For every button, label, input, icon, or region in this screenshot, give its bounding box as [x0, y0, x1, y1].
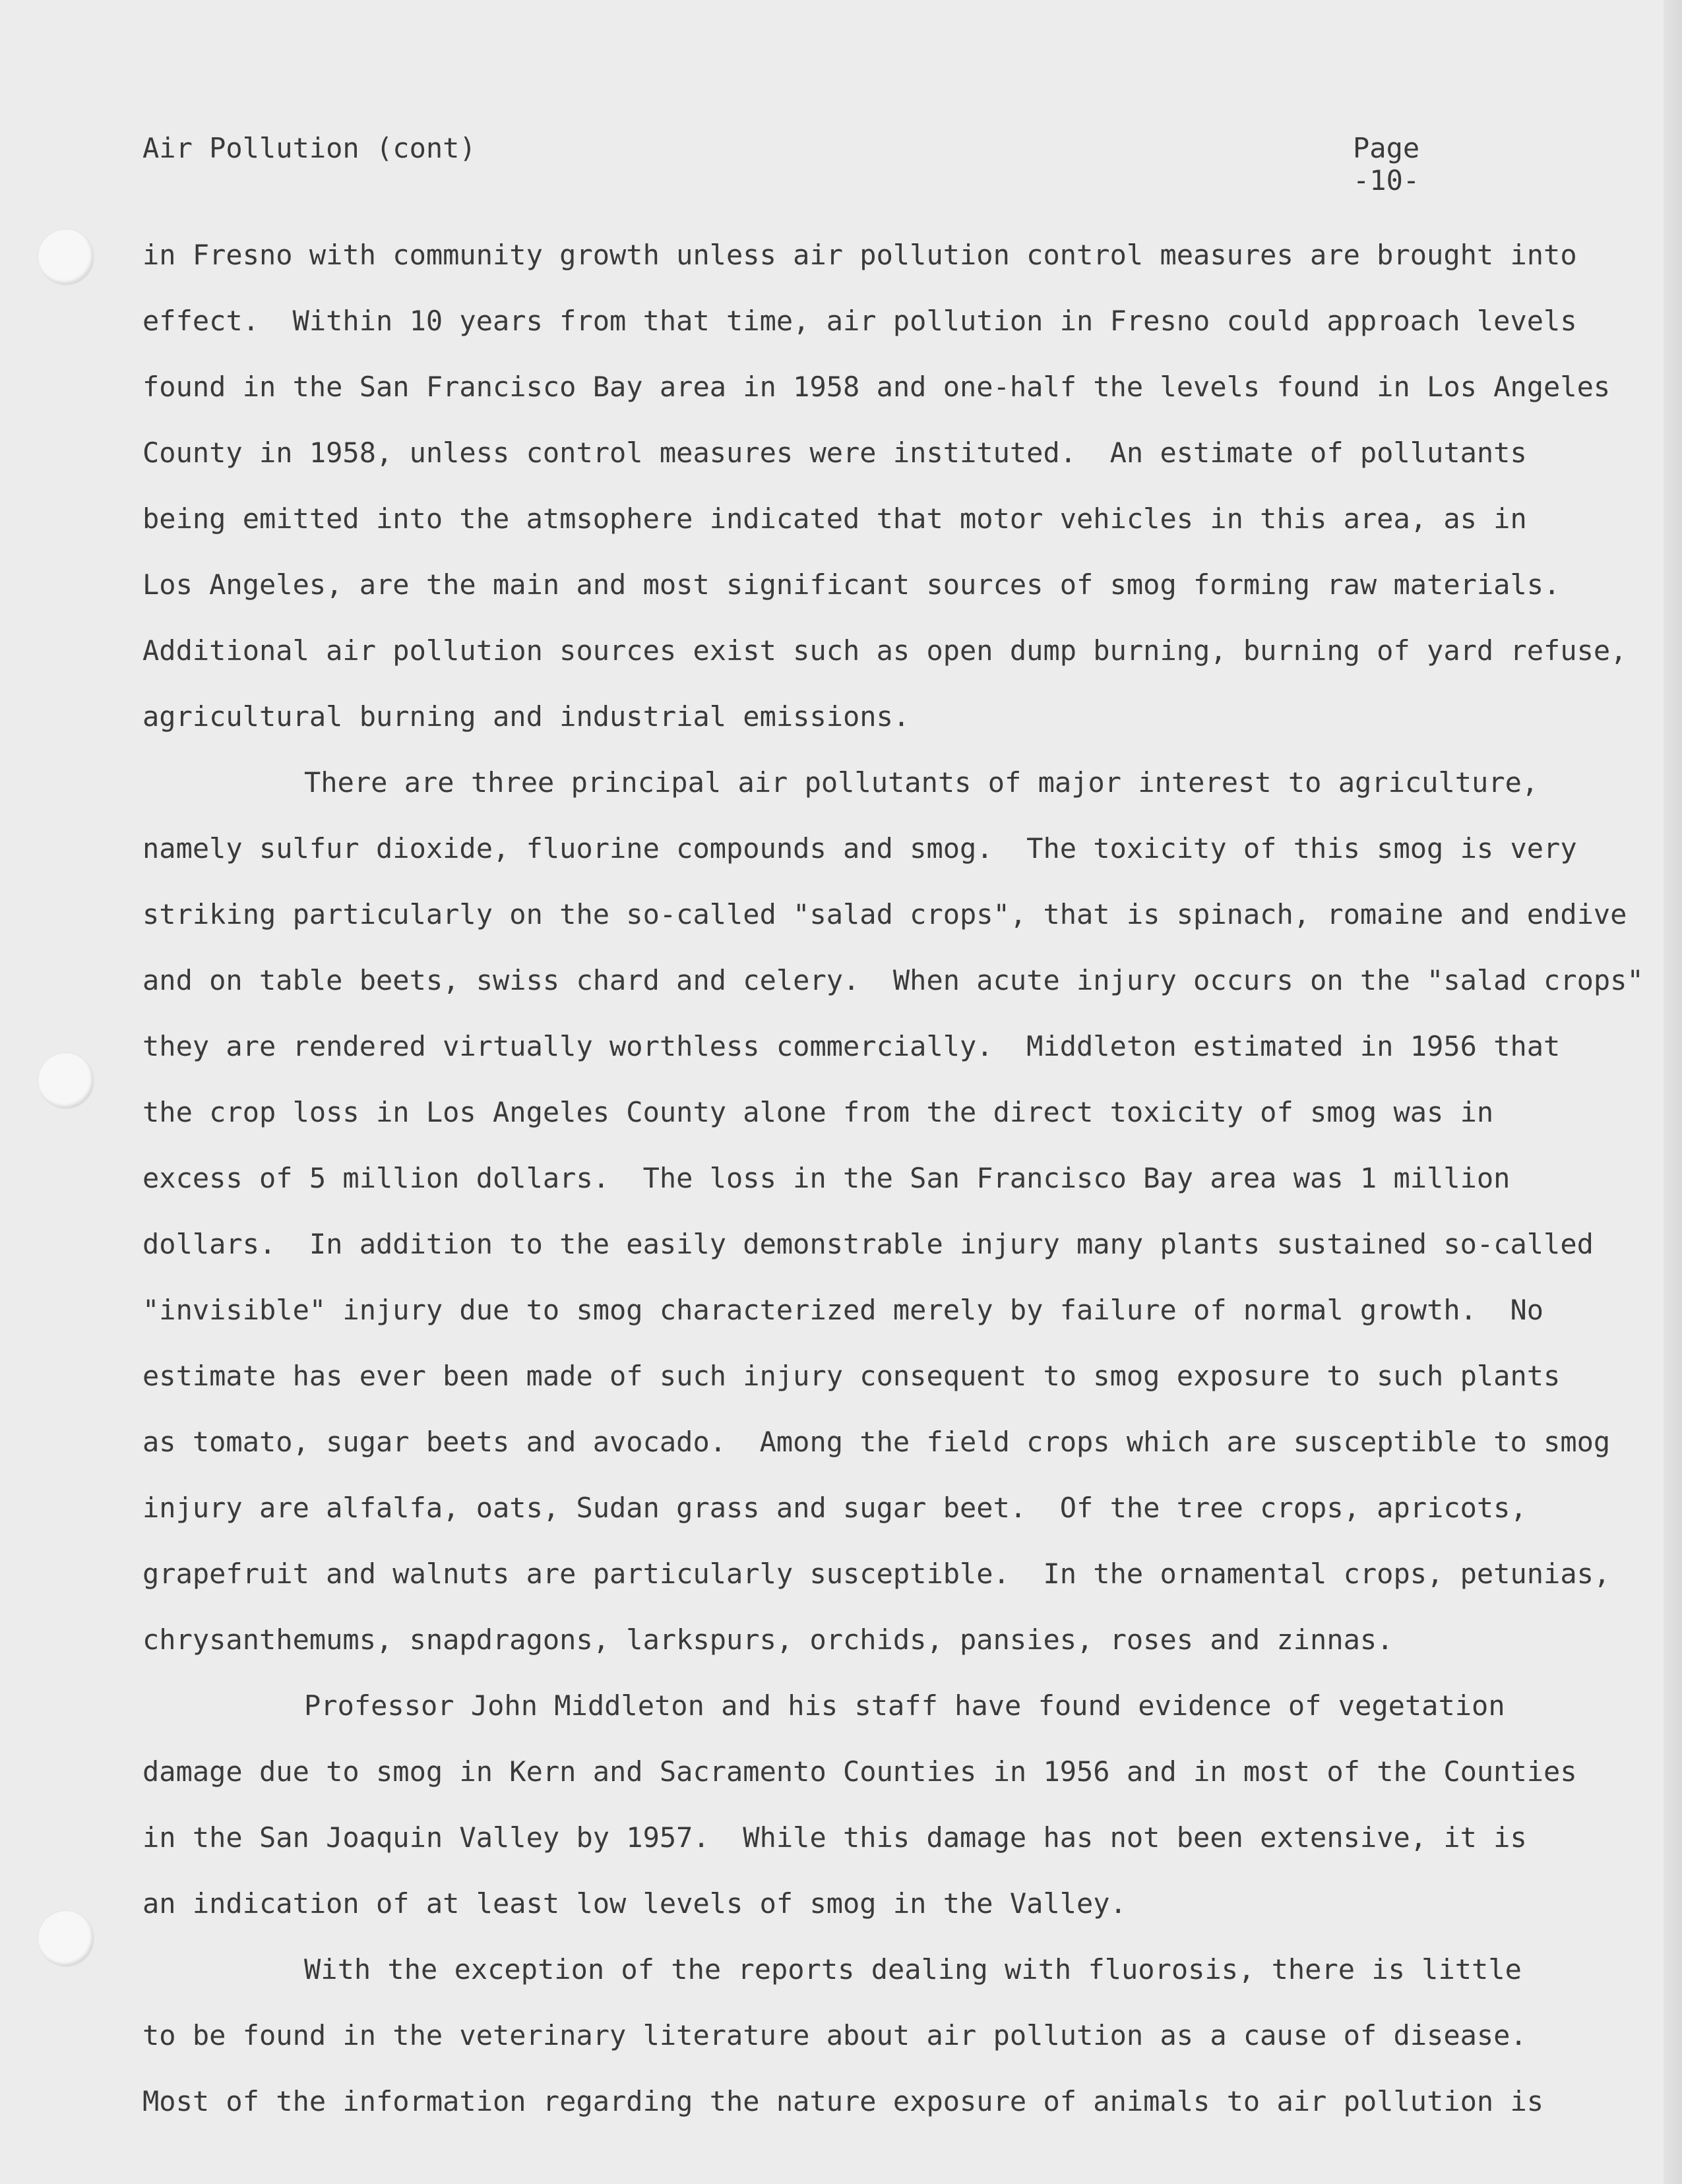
- punch-hole: [38, 1911, 94, 1966]
- punch-hole: [38, 229, 94, 285]
- paragraph: [142, 763, 1644, 1686]
- text-line: Professor John Middleton and his staff have found evidence of vegetation: [304, 1689, 1505, 1722]
- text-line: effect. Within 10 years from that time, air pollution in Fresno could approach levels: [142, 305, 1577, 337]
- paragraph: [142, 235, 1633, 763]
- text-line: Most of the information regarding the nature exposure of animals to air pollution is: [142, 2085, 1544, 2117]
- text-line: they are rendered virtually worthless commercially. Middleton estimated in 1956 that: [142, 1030, 1561, 1062]
- text-line: Los Angeles, are the main and most significant sources of smog forming raw materials.: [142, 568, 1561, 601]
- text-line: With the exception of the reports dealing with fluorosis, there is little: [304, 1953, 1522, 1986]
- text-line: estimate has ever been made of such injury consequent to smog exposure to such plants: [142, 1360, 1561, 1392]
- body-text: [142, 235, 1644, 2148]
- punch-hole: [38, 1053, 94, 1108]
- text-line: in Fresno with community growth unless air pollution control measures are brought into: [142, 239, 1577, 271]
- text-line: as tomato, sugar beets and avocado. Among the field crops which are susceptible to smog: [142, 1426, 1611, 1458]
- text-line: and on table beets, swiss chard and celery. When acute injury occurs on the "salad crops": [142, 964, 1644, 996]
- text-line: the crop loss in Los Angeles County alone from the direct toxicity of smog was in: [142, 1096, 1494, 1128]
- text-line: namely sulfur dioxide, fluorine compounds and smog. The toxicity of this smog is very: [142, 832, 1577, 864]
- text-line: "invisible" injury due to smog characterized merely by failure of normal growth. No: [142, 1294, 1544, 1326]
- paragraph: [142, 1686, 1633, 1950]
- text-line: chrysanthemums, snapdragons, larkspurs, orchids, pansies, roses and zinnas.: [142, 1623, 1394, 1656]
- text-line: being emitted into the atmsophere indicated that motor vehicles in this area, as in: [142, 502, 1527, 535]
- page-header: [142, 132, 1497, 197]
- page-edge-shadow: [1664, 0, 1682, 2184]
- paragraph: [142, 1950, 1633, 2148]
- text-line: There are three principal air pollutants of major interest to agriculture,: [304, 766, 1539, 799]
- text-line: dollars. In addition to the easily demonstrable injury many plants sustained so-called: [142, 1228, 1594, 1260]
- text-line: in the San Joaquin Valley by 1957. While this damage has not been extensive, it is: [142, 1821, 1527, 1854]
- text-line: damage due to smog in Kern and Sacramento Counties in 1956 and in most of the Counties: [142, 1755, 1577, 1788]
- text-line: agricultural burning and industrial emissions.: [142, 700, 910, 733]
- text-line: an indication of at least low levels of smog in the Valley.: [142, 1887, 1127, 1920]
- text-line: injury are alfalfa, oats, Sudan grass and sugar beet. Of the tree crops, apricots,: [142, 1492, 1527, 1524]
- text-line: County in 1958, unless control measures were instituted. An estimate of pollutants: [142, 437, 1527, 469]
- text-line: striking particularly on the so-called "salad crops", that is spinach, romaine and endive: [142, 898, 1627, 930]
- text-line: to be found in the veterinary literature about air pollution as a cause of disease.: [142, 2019, 1527, 2051]
- header-title: Air Pollution (cont): [142, 132, 476, 164]
- page-number: Page -10-: [1353, 132, 1420, 197]
- text-line: found in the San Francisco Bay area in 1958 and one-half the levels found in Los Angeles: [142, 371, 1611, 403]
- text-line: Additional air pollution sources exist such as open dump burning, burning of yard refuse,: [142, 634, 1627, 667]
- text-line: grapefruit and walnuts are particularly susceptible. In the ornamental crops, petunias,: [142, 1558, 1611, 1590]
- text-line: excess of 5 million dollars. The loss in the San Francisco Bay area was 1 million: [142, 1162, 1511, 1194]
